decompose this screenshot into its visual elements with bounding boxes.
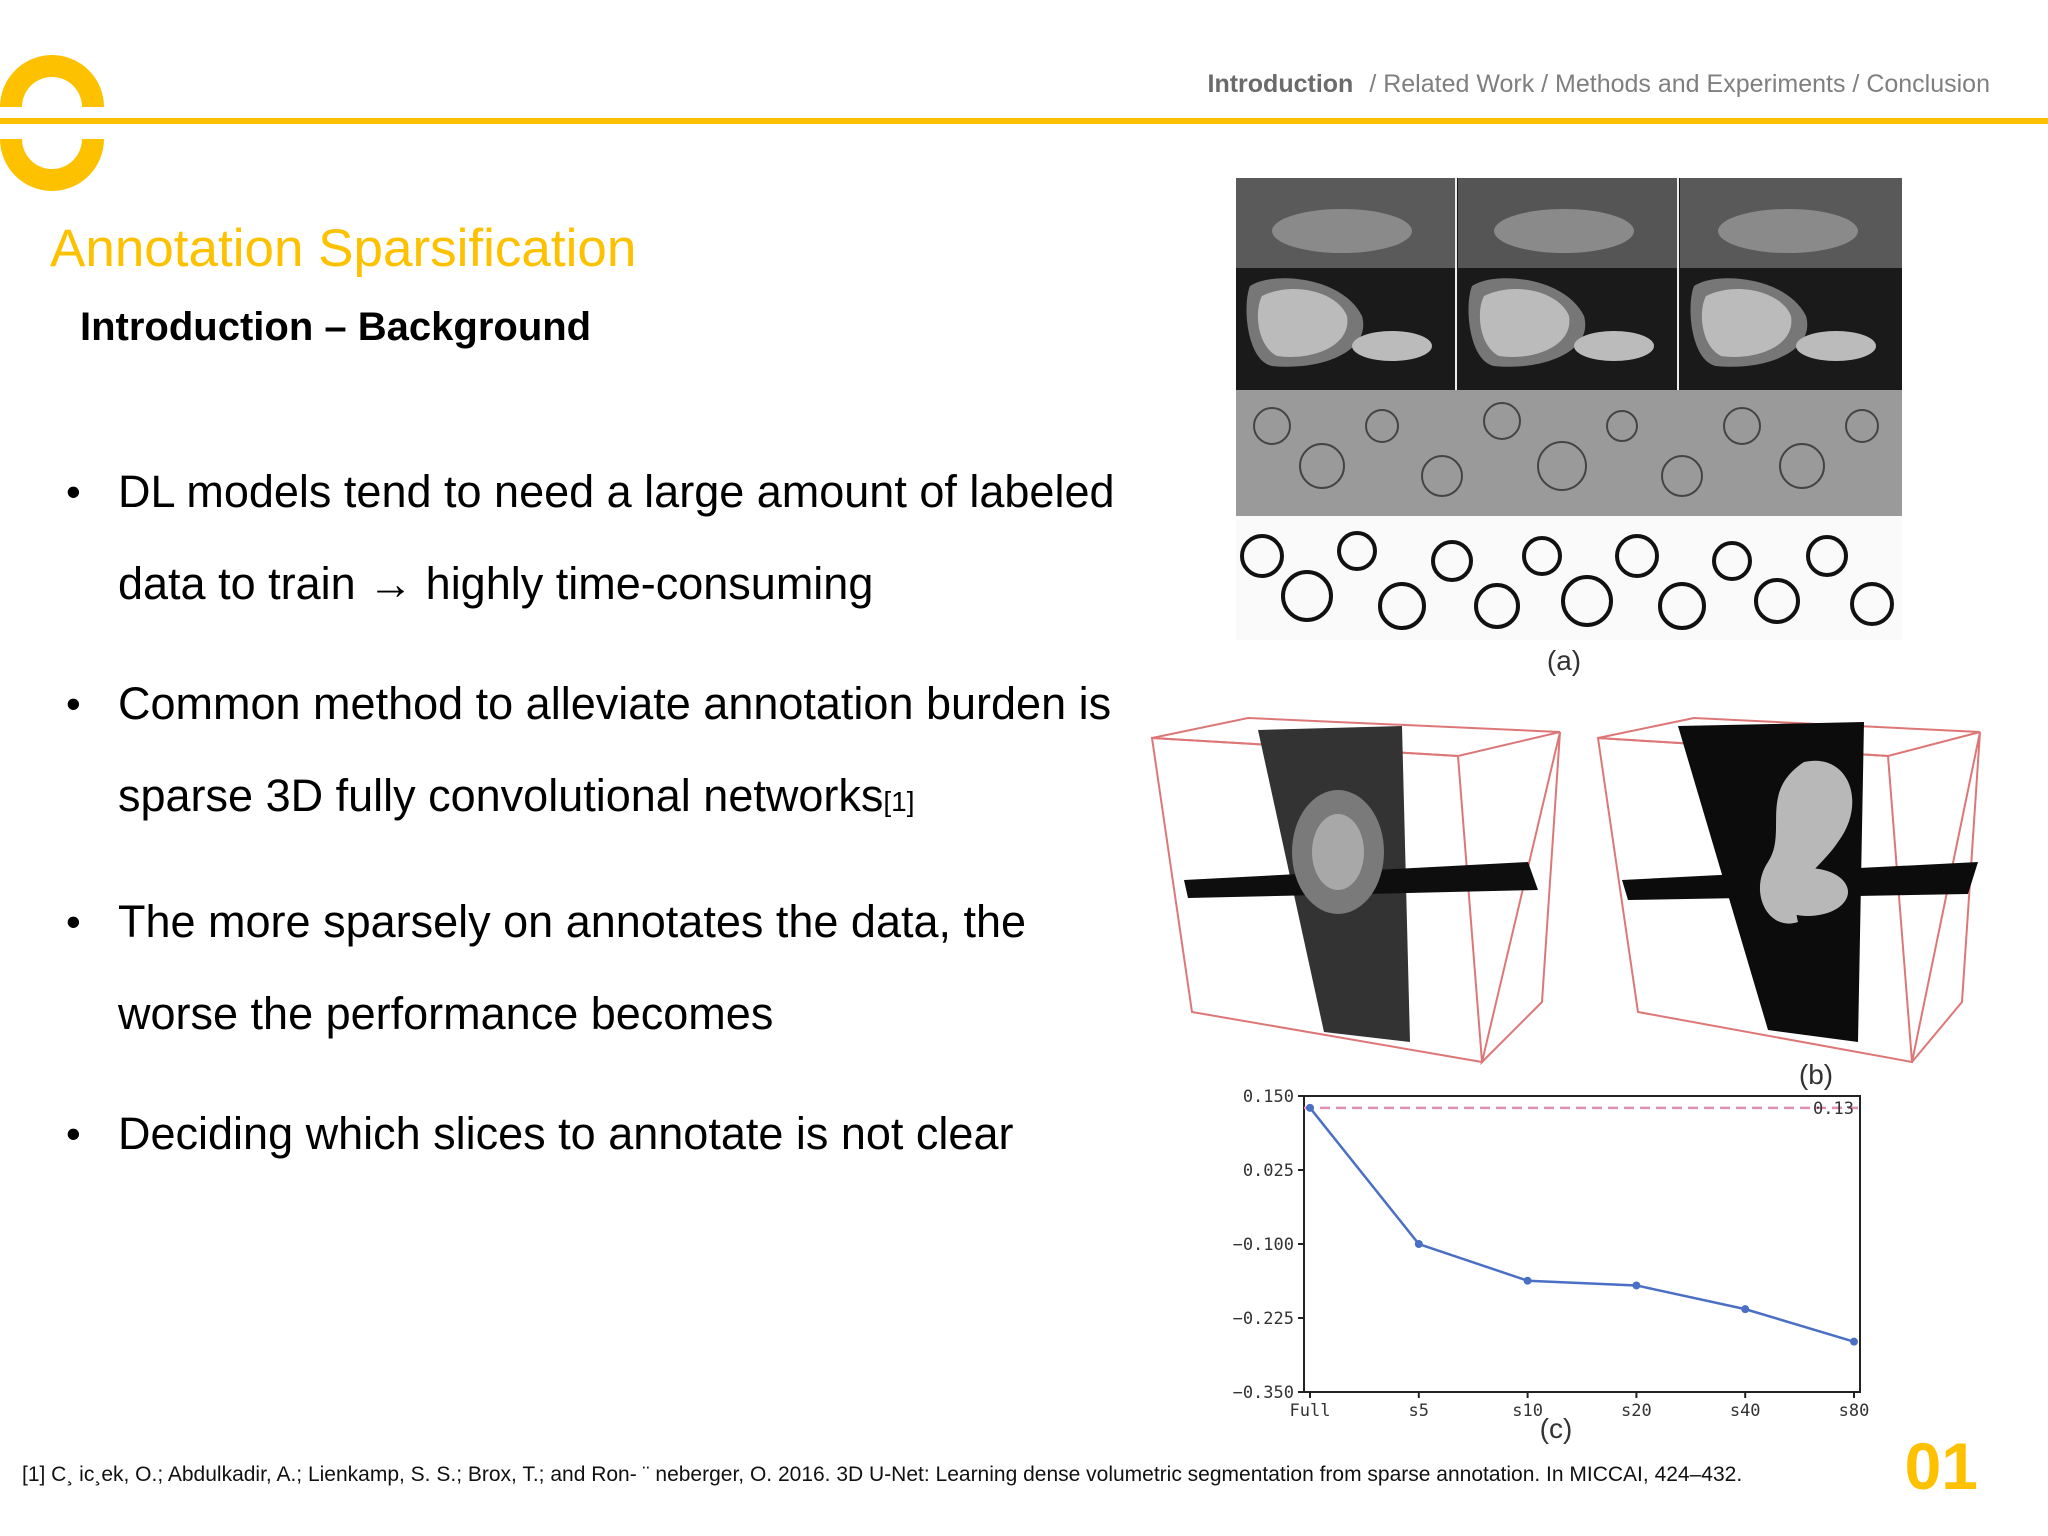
citation-marker: [1]: [883, 786, 915, 817]
figure-c-label: (c): [1539, 1413, 1573, 1444]
em-slices-row: [1236, 390, 1902, 516]
bullet-text: Common method to alleviate annotation burden is sparse 3D fully convolutional networks: [118, 678, 1112, 821]
chart-reference-label: 0.13: [1813, 1098, 1854, 1119]
page-number: 01: [1904, 1429, 1978, 1503]
em-labels-row: [1236, 516, 1902, 640]
bullet-dot: •: [66, 1110, 81, 1157]
bullet-text: Deciding which slices to annotate is not clear: [118, 1108, 1014, 1159]
chart-x-axis: [1290, 1392, 1870, 1421]
figure-b-3d-slices: [1148, 712, 1988, 1092]
chart-point: [1415, 1240, 1423, 1248]
y-tick-label: 0.150: [1242, 1087, 1294, 1107]
chart-plot-area: [1304, 1096, 1860, 1392]
bullet-item: [66, 876, 1126, 1060]
figure-c-line-chart: [1196, 1086, 1896, 1446]
chart-point: [1306, 1104, 1314, 1112]
volume-right: [1598, 718, 1980, 1062]
y-tick-label: 0.025: [1242, 1161, 1294, 1181]
chart-point: [1524, 1277, 1532, 1285]
bullet-text: The more sparsely on annotates the data, the worse the performance becomes: [118, 896, 1027, 1039]
breadcrumb: [1208, 70, 1990, 99]
volume-left: [1152, 718, 1560, 1062]
bullet-text: DL models tend to need a large amount of labeled data to train → highly time-consuming: [118, 466, 1115, 609]
x-tick-label: s40: [1729, 1401, 1761, 1421]
y-tick-label: −0.350: [1232, 1383, 1294, 1403]
footnote: [1] C¸ ic¸ek, O.; Abdulkadir, A.; Lienkamp, S. S.; Brox, T.; and Ron- ¨ neberger, O. 2016. 3D U-Net: Learning dense volumetric segmentation from sparse annotation. In MICCAI, 424–432.: [22, 1463, 1743, 1486]
bullet-dot: •: [66, 468, 81, 515]
x-tick-label: s5: [1408, 1401, 1430, 1421]
bullet-item: [66, 446, 1126, 630]
figure-a-label: (a): [1546, 645, 1582, 676]
y-tick-label: −0.100: [1232, 1235, 1294, 1255]
breadcrumb-current[interactable]: Introduction: [1207, 70, 1354, 98]
chart-point: [1741, 1305, 1749, 1313]
bullet-item: [66, 1088, 1126, 1180]
slide-subtitle: Introduction – Background: [80, 305, 592, 349]
breadcrumb-rest[interactable]: / Related Work / Methods and Experiments / Conclusion: [1369, 70, 1990, 98]
chart-point: [1850, 1338, 1858, 1346]
header-rule: [0, 118, 2048, 124]
x-tick-label: s10: [1512, 1401, 1543, 1421]
bullet-dot: •: [66, 680, 81, 727]
figure-a-image-grid: [1232, 176, 1912, 676]
bullet-dot: •: [66, 898, 81, 945]
x-tick-label: Full: [1289, 1401, 1331, 1421]
slide-title: Annotation Sparsification: [50, 219, 637, 278]
bullet-item: [66, 658, 1126, 848]
figure-b-label: (b): [1798, 1059, 1834, 1090]
x-tick-label: s80: [1838, 1401, 1870, 1421]
x-tick-label: s20: [1621, 1401, 1652, 1421]
mri-slices-row: [1236, 178, 1902, 268]
chart-y-axis: [1233, 1087, 1304, 1403]
y-tick-label: −0.225: [1232, 1309, 1294, 1329]
chart-point: [1632, 1281, 1640, 1289]
bullet-list: [66, 446, 1126, 1208]
